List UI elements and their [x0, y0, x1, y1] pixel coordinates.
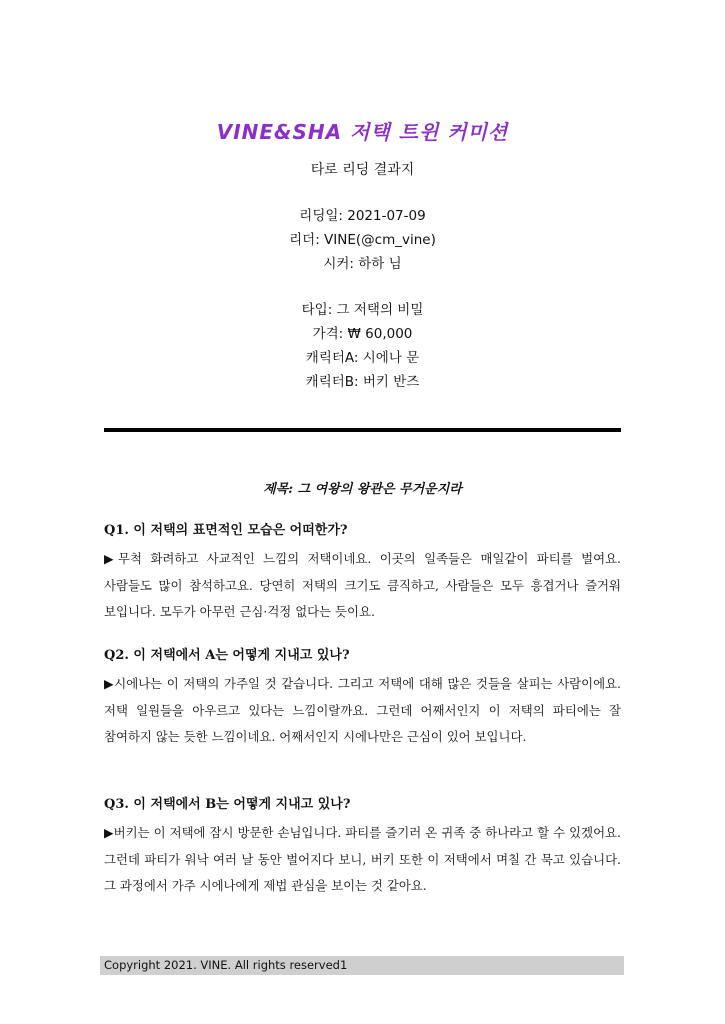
- commission-type: 타입: 그 저택의 비밀: [301, 302, 424, 318]
- question-section-2: [104, 645, 621, 751]
- reading-info: [0, 204, 725, 276]
- answer-2: ▶시에나는 이 저택의 가주일 것 같습니다. 그리고 저택에 대해 많은 것들을 살피는 사람이에요. 저택 일원들을 아우르고 있다는 느낌이랄까요. 그런데 어째서인지 이 저택의 파티에는 잘 참여하지 않는 듯한 느낌이네요. 어째서인지 시에나만은 근심이 있어 보입니다.: [104, 676, 621, 744]
- reading-date: 리딩일: 2021-07-09: [299, 208, 426, 224]
- document-header: [0, 118, 725, 394]
- reader: 리더: VINE(@cm_vine): [289, 232, 436, 248]
- question-1: Q1. 이 저택의 표면적인 모습은 어떠한가?: [104, 523, 348, 538]
- question-section-3: [104, 794, 621, 900]
- question-3: Q3. 이 저택에서 B는 어떻게 지내고 있나?: [104, 797, 351, 812]
- reading-heading: 제목: 그 여왕의 왕관은 무거운지라: [263, 482, 462, 497]
- question-2: Q2. 이 저택에서 A는 어떻게 지내고 있나?: [104, 648, 350, 663]
- character-a: 캐릭터A: 시에나 문: [305, 350, 420, 366]
- copyright-footer: Copyright 2021. VINE. All rights reserved1: [100, 956, 624, 975]
- seeker: 시커: 하하 님: [323, 256, 402, 272]
- document-subtitle: 타로 리딩 결과지: [310, 162, 415, 178]
- character-b: 캐릭터B: 버키 반즈: [305, 374, 420, 390]
- answer-3: ▶버키는 이 저택에 잠시 방문한 손님입니다. 파티를 즐기러 온 귀족 중 하나라고 할 수 있겠어요. 그런데 파티가 워낙 여러 날 동안 벌어지다 보니, 버키 또한 이 저택에서 며칠 간 묵고 있습니다. 그 과정에서 가주 시에나에게 제법 관심을 보이는 것 같아요.: [104, 825, 621, 893]
- commission-info: [0, 298, 725, 394]
- price: 가격: ₩ 60,000: [312, 326, 413, 342]
- answer-1: ▶무척 화려하고 사교적인 느낌의 저택이네요. 이곳의 일족들은 매일같이 파티를 벌여요. 사람들도 많이 참석하고요. 당연히 저택의 크기도 큼직하고, 사람들은 모두 흥겹거나 즐거워 보입니다. 모두가 아무런 근심·걱정 없다는 듯이요.: [104, 551, 621, 619]
- divider: [104, 428, 621, 432]
- question-section-1: [104, 520, 621, 626]
- document-title: VINE&SHA 저택 트윈 커미션: [216, 120, 509, 144]
